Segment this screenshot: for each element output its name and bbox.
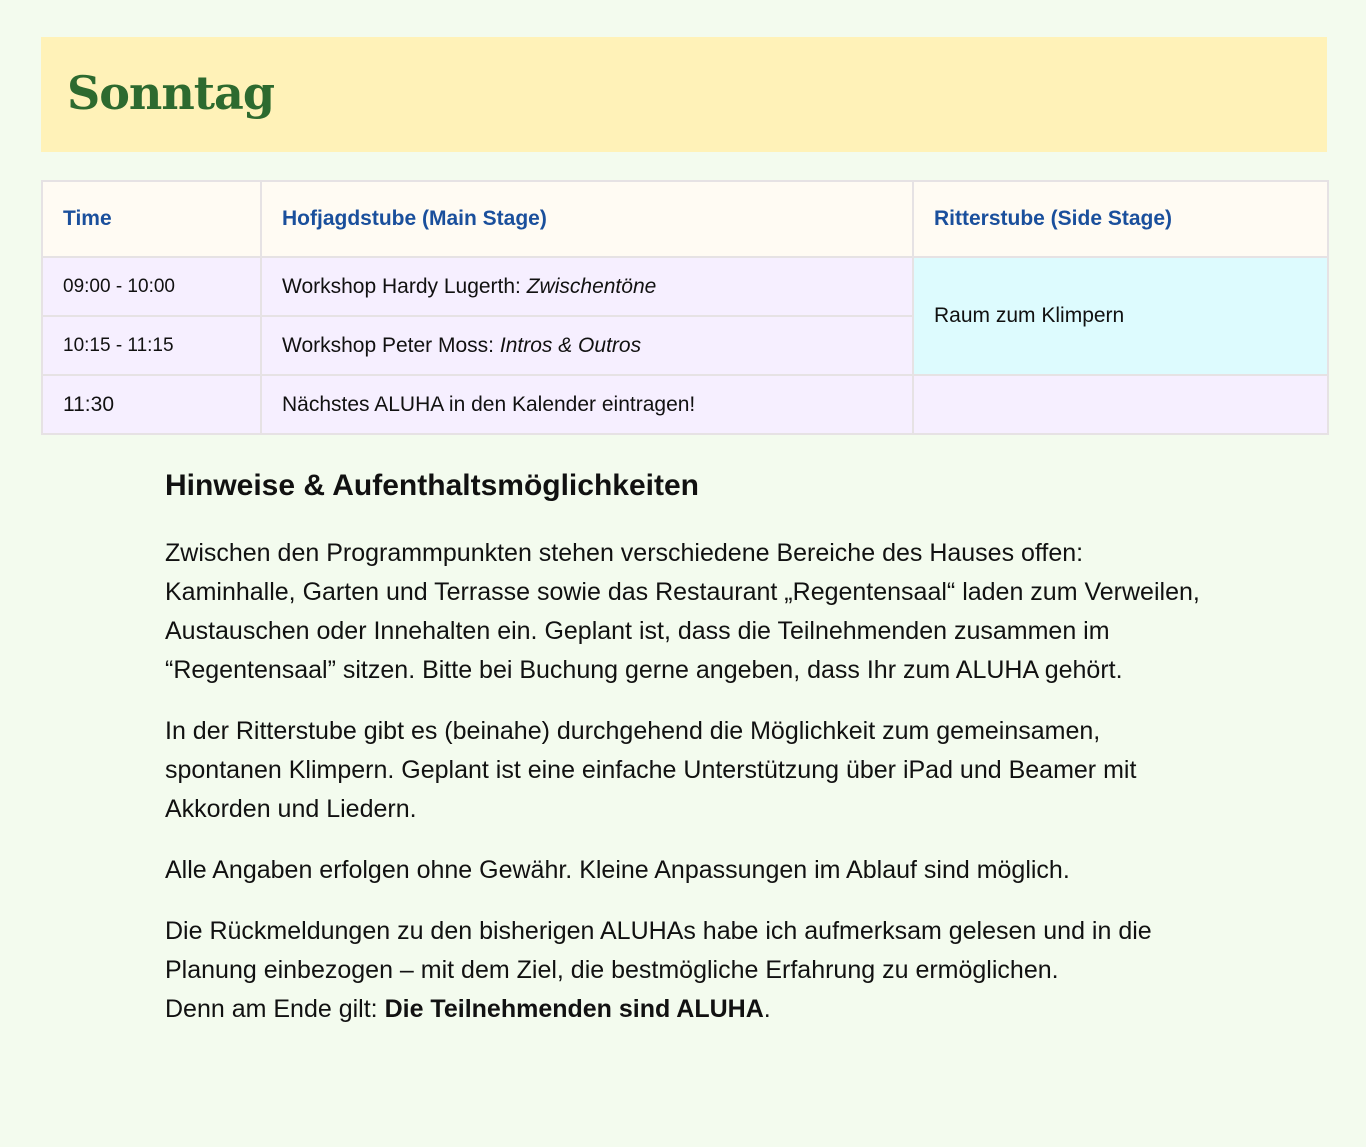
session-title: Workshop Peter Moss: <box>282 333 500 357</box>
main-stage-cell <box>261 257 913 316</box>
notes-paragraph: Alle Angaben erfolgen ohne Gewähr. Kleine Anpassungen im Ablauf sind möglich. <box>165 856 1070 884</box>
main-stage-cell <box>261 316 913 375</box>
schedule-header-row <box>42 181 1328 257</box>
main-stage-column-header: Hofjagdstube (Main Stage) <box>261 181 913 257</box>
session-subtitle: Intros & Outros <box>499 333 642 357</box>
table-row <box>42 375 1328 434</box>
session-title: Workshop Hardy Lugerth: <box>282 274 527 298</box>
closing-emphasis: Die Teilnehmenden sind ALUHA <box>384 995 764 1023</box>
time-cell: 09:00 - 10:00 <box>42 257 261 316</box>
time-cell: 11:30 <box>42 375 261 434</box>
side-stage-cell: Raum zum Klimpern <box>913 257 1328 375</box>
time-cell: 10:15 - 11:15 <box>42 316 261 375</box>
day-banner <box>41 37 1327 152</box>
closing-prefix: Denn am Ende gilt: <box>165 995 385 1023</box>
day-title: Sonntag <box>67 66 275 120</box>
side-stage-column-header: Ritterstube (Side Stage) <box>913 181 1328 257</box>
side-stage-empty-cell <box>913 375 1328 434</box>
notes-paragraph: In der Ritterstube gibt es (beinahe) durchgehend die Möglichkeit zum gemeinsamen, spontanen Klimpern. Geplant ist eine einfache Unterstützung über iPad und Beamer mit Akkorden und Liedern. <box>165 717 1137 823</box>
schedule-table <box>41 180 1329 435</box>
feedback-text: Die Rückmeldungen zu den bisherigen ALUHAs habe ich aufmerksam gelesen und in die Planung einbezogen – mit dem Ziel, die bestmögliche Erfahrung zu ermöglichen. <box>165 917 1152 984</box>
closing-line <box>165 990 1215 1029</box>
table-row <box>42 257 1328 316</box>
notes-heading: Hinweise & Aufenthaltsmöglichkeiten <box>165 469 699 502</box>
notes-paragraph <box>165 912 1215 1029</box>
main-stage-cell: Nächstes ALUHA in den Kalender eintragen! <box>261 375 913 434</box>
session-subtitle: Zwischentöne <box>526 274 657 298</box>
notes-section <box>165 462 1215 1029</box>
closing-suffix: . <box>763 995 771 1023</box>
time-column-header: Time <box>42 181 261 257</box>
notes-paragraph: Zwischen den Programmpunkten stehen verschiedene Bereiche des Hauses offen: Kaminhalle, Garten und Terrasse sowie das Restaurant „Regentensaal“ laden zum Verweilen, Austauschen oder Innehalten ein. Geplant ist, dass die Teilnehmenden zusammen im “Regentensaal” sitzen. Bitte bei Buchung gerne angeben, dass Ihr zum ALUHA gehört. <box>165 539 1200 684</box>
